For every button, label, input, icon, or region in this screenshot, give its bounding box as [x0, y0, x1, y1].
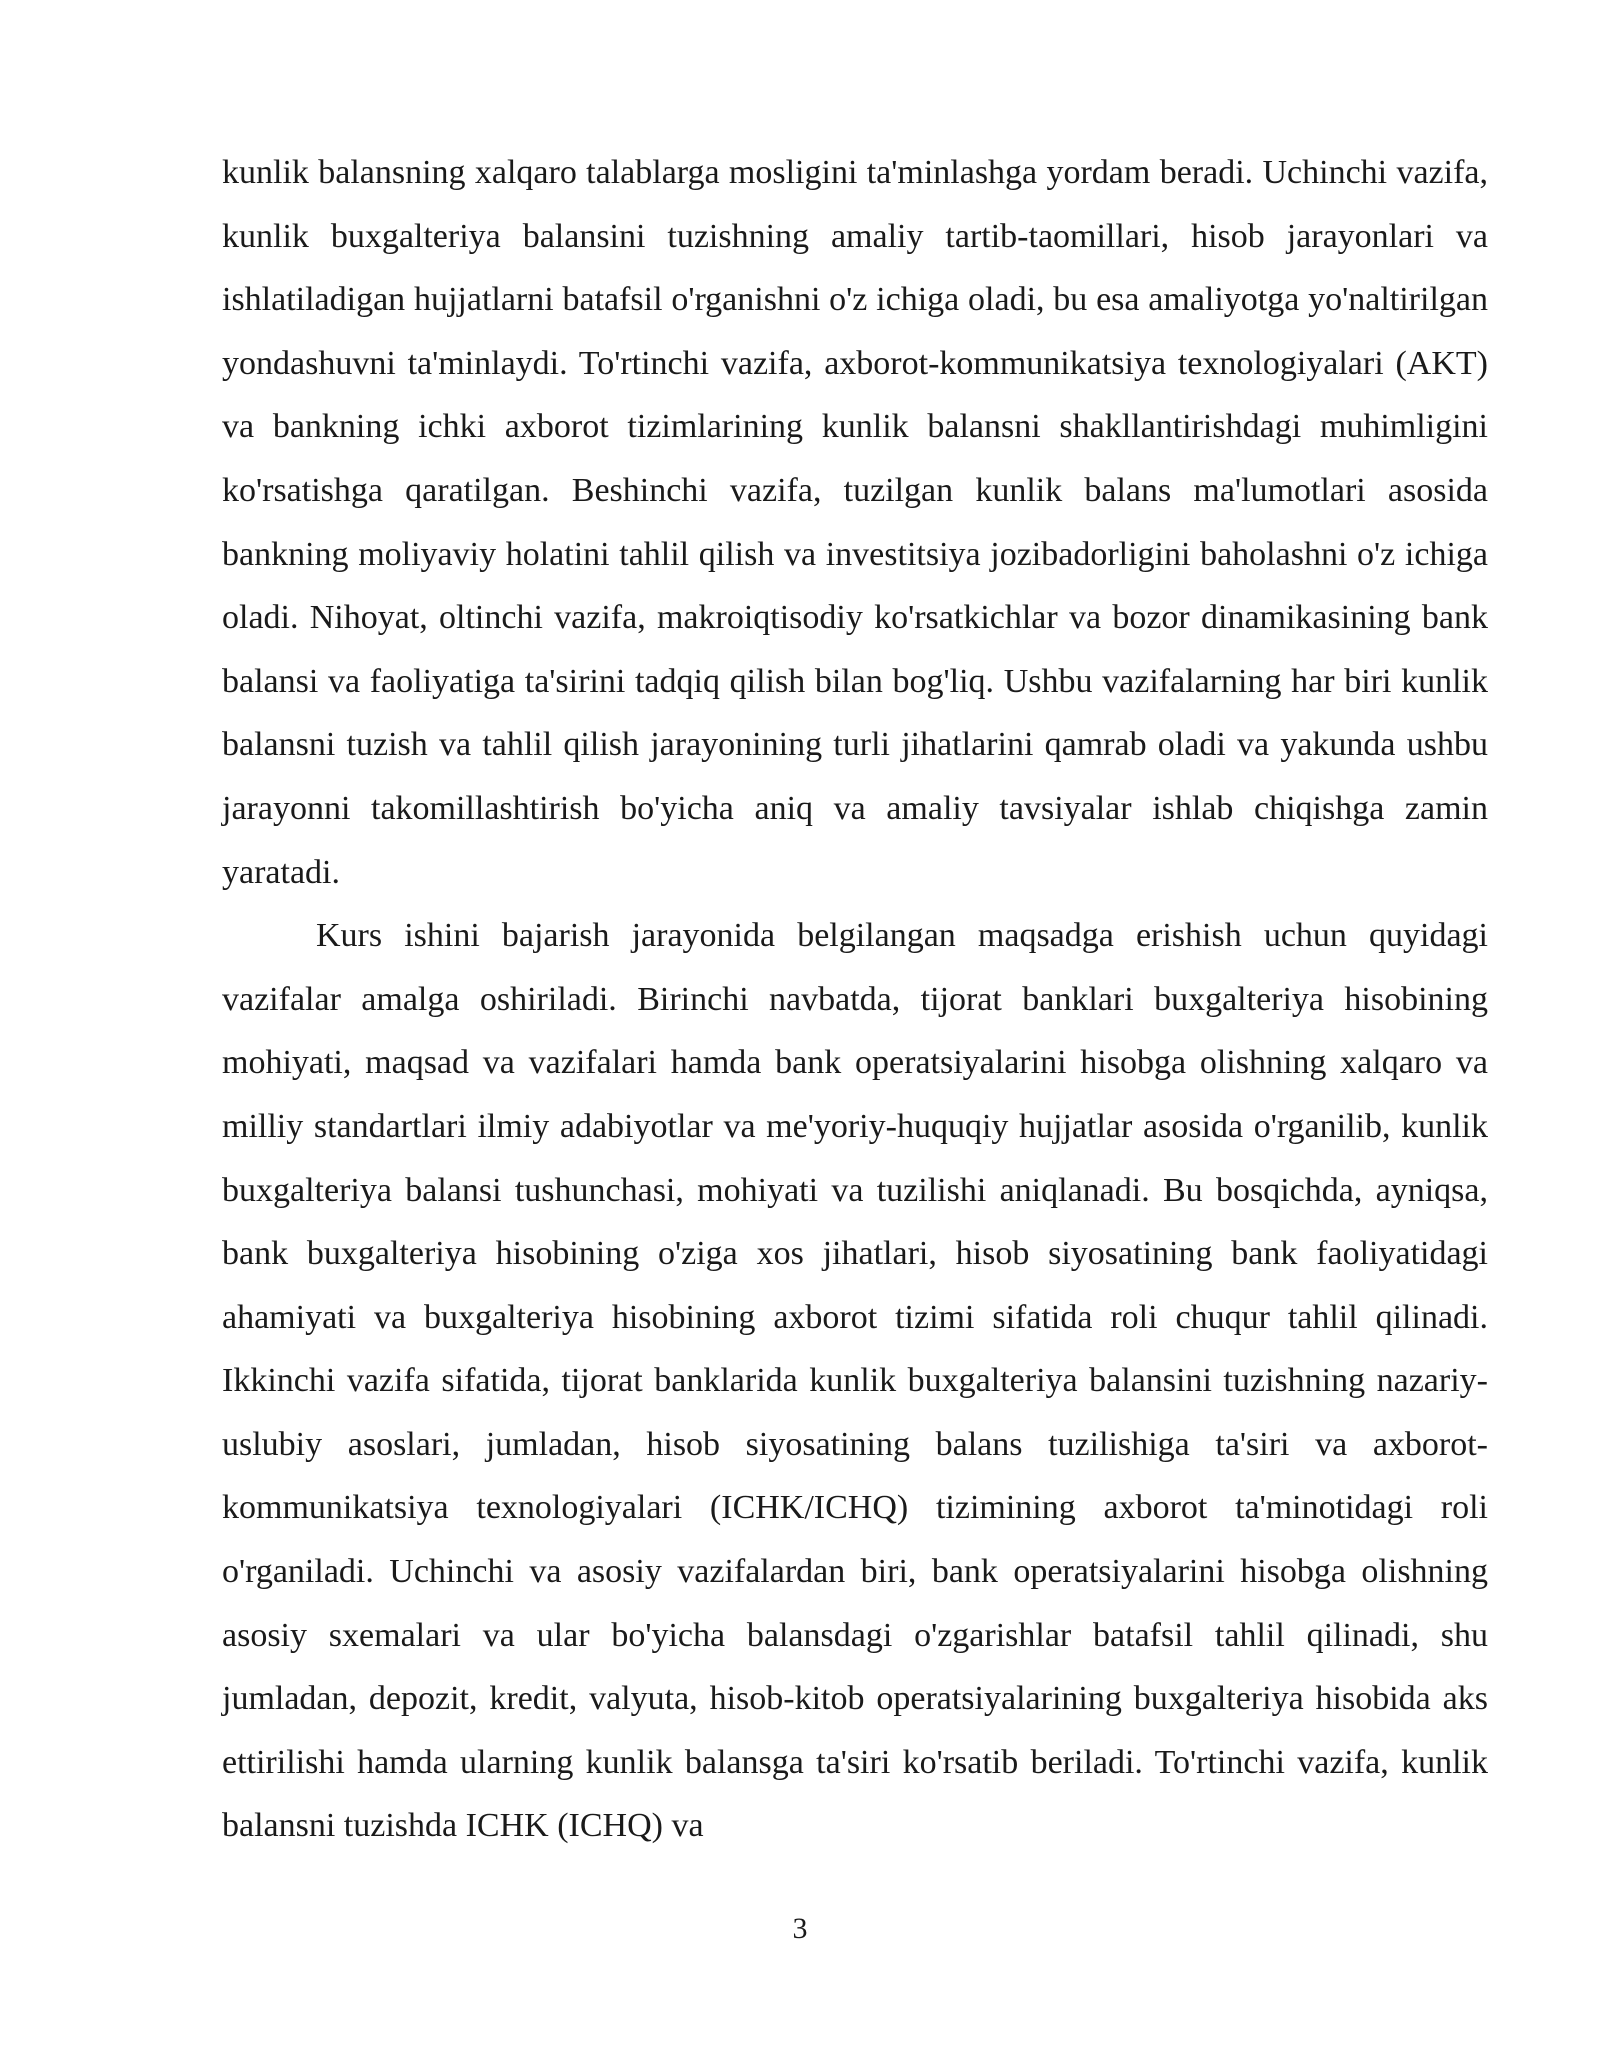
paragraph-continued: kunlik balansning xalqaro talablarga mosligini ta'minlashga yordam beradi. Uchinchi vazifa, kunlik buxgalteriya balansini tuzishning amaliy tartib-taomillari, hisob jarayonlari va ishlatiladigan hujjatlarni batafsil o'rganishni o'z ichiga oladi, bu esa amaliyotga yo'naltirilgan yondashuvni ta'minlaydi. To'rtinchi vazifa, axborot-kommunikatsiya texnologiyalari (AKT) va bankning ichki axborot tizimlarining kunlik balansni shakllantirishdagi muhimligini ko'rsatishga qaratilgan. Beshinchi vazifa, tuzilgan kunlik balans ma'lumotlari asosida bankning moliyaviy holatini tahlil qilish va investitsiya jozibadorligini baholashni o'z ichiga oladi. Nihoyat, oltinchi vazifa, makroiqtisodiy ko'rsatkichlar va bozor dinamikasining bank balansi va faoliyatiga ta'sirini tadqiq qilish bilan bog'liq. Ushbu vazifalarning har biri kunlik balansni tuzish va tahlil qilish jarayonining turli jihatlarini qamrab oladi va yakunda ushbu jarayonni takomillashtirish bo'yicha aniq va amaliy tavsiyalar ishlab chiqishga zamin yaratadi.: [222, 154, 1488, 891]
page-number: 3: [792, 1912, 808, 1945]
body-text: [222, 141, 1488, 1858]
paragraph: Kurs ishini bajarish jarayonida belgilangan maqsadga erishish uchun quyidagi vazifalar amalga oshiriladi. Birinchi navbatda, tijorat banklari buxgalteriya hisobining mohiyati, maqsad va vazifalari hamda bank operatsiyalarini hisobga olishning xalqaro va milliy standartlari ilmiy adabiyotlar va me'yoriy-huquqiy hujjatlar asosida o'rganilib, kunlik buxgalteriya balansi tushunchasi, mohiyati va tuzilishi aniqlanadi. Bu bosqichda, ayniqsa, bank buxgalteriya hisobining o'ziga xos jihatlari, hisob siyosatining bank faoliyatidagi ahamiyati va buxgalteriya hisobining axborot tizimi sifatida roli chuqur tahlil qilinadi. Ikkinchi vazifa sifatida, tijorat banklarida kunlik buxgalteriya balansini tuzishning nazariy-uslubiy asoslari, jumladan, hisob siyosatining balans tuzilishiga ta'siri va axborot-kommunikatsiya texnologiyalari (ICHK/ICHQ) tizimining axborot ta'minotidagi roli o'rganiladi. Uchinchi va asosiy vazifalardan biri, bank operatsiyalarini hisobga olishning asosiy sxemalari va ular bo'yicha balansdagi o'zgarishlar batafsil tahlil qilinadi, shu jumladan, depozit, kredit, valyuta, hisob-kitob operatsiyalarining buxgalteriya hisobida aks ettirilishi hamda ularning kunlik balansga ta'siri ko'rsatib beriladi. To'rtinchi vazifa, kunlik balansni tuzishda ICHK (ICHQ) va: [222, 917, 1488, 1845]
